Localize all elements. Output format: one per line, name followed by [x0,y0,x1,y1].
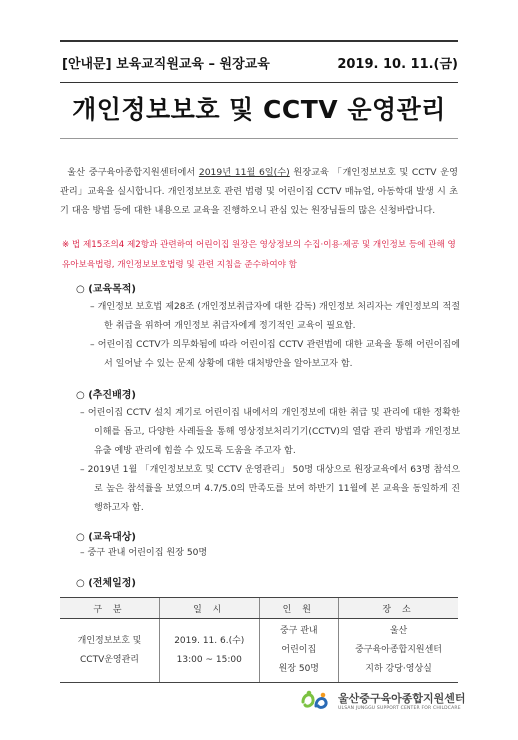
cell-line: 2019. 11. 6.(수) [174,635,245,646]
cell-line: 13:00 ~ 15:00 [176,654,242,665]
purpose-item-2: – 어린이집 CCTV가 의무화됨에 따라 어린이집 CCTV 관련법에 대한 교육을 통해 어린이집에서 일어날 수 있는 문제 상황에 대한 대처방안을 알아보고자 함. [90,340,460,369]
col-header-category: 구 분 [60,598,160,619]
intro-paragraph [60,163,458,220]
cell-line: 중구 관내 [279,626,318,636]
cell-line: 지하 강당·영상실 [365,664,432,674]
background-item-1: – 어린이집 CCTV 설치 계기로 어린이집 내에서의 개인정보에 대한 취급 및 관리에 대한 정확한 이해를 돕고, 다양한 사례들을 통해 영상정보처리기기(CCTV)의 열람 관리 방법과 개인정보 유출 예방 관리에 힘쓸 수 있도록 도움을 주고자 함. [80,408,460,456]
legal-notice: ※ 법 제15조의4 제2항과 관련하여 어린이집 원장은 영상정보의 수집·이용·제공 및 개인정보 등에 관해 영유아보육법령, 개인정보보호법령 및 관련 지침을 준수하여야 함 [62,240,456,270]
footer-text [338,690,466,711]
cell-line: 울산 [389,626,408,636]
title-rule [60,138,458,139]
section-title-purpose: ○ (교육목적) [76,284,136,295]
col-header-datetime: 일 시 [160,598,260,619]
section-title-target: ○ (교육대상) [76,532,136,543]
cell-line: 개인정보보호 및 [77,635,142,646]
col-header-location: 장 소 [339,598,458,619]
table-row [60,619,458,683]
cell-line: 중구육아종합지원센터 [355,645,443,655]
section-title-background: ○ (추진배경) [76,390,136,401]
table-header-row [60,598,458,619]
cell-attendees [259,619,339,683]
page-title: 개인정보보호 및 CCTV 운영관리 [72,95,446,124]
intro-post: 원장교육 「개인정보보호 및 CCTV 운영관리」교육을 실시합니다. 개인정보보호 관련 법령 및 어린이집 CCTV 매뉴얼, 아동학대 발생 시 초기 대응 방법 등에 대한 내용으로 교육을 진행하오니 관심 있는 원장님들의 많은 신청바랍니다. [60,167,458,216]
footer-logo [300,688,466,712]
header-date: 2019. 10. 11.(금) [337,56,458,72]
background-item-2: – 2019년 1월 「개인정보보호 및 CCTV 운영관리」 50명 대상으로 원장교육에서 63명 참석으로 높은 참석률을 보였으며 4.7/5.0의 만족도를 보여 하반기 11월에 본 교육을 동일하게 진행하고자 함. [80,465,460,513]
target-item-1: – 중구 관내 어린이집 원장 50명 [80,548,208,558]
cell-line: 원장 50명 [278,664,319,674]
center-logo-icon [300,688,332,712]
header-top-rule [60,40,458,42]
header-label: [안내문] 보육교직원교육 – 원장교육 [62,56,270,72]
col-header-attendees: 인 원 [259,598,339,619]
document-header [62,48,458,76]
cell-datetime [160,619,260,683]
schedule-table [60,597,458,683]
cell-line: CCTV운영관리 [80,654,139,665]
org-name: 울산중구육아종합지원센터 [338,691,466,705]
cell-category [60,619,160,683]
intro-pre: 울산 중구육아종합지원센터에서 [67,167,199,178]
cell-location [339,619,458,683]
purpose-item-1: – 개인정보 보호법 제28조 (개인정보취급자에 대한 감독) 개인정보 처리자는 개인정보의 적절한 취급을 위하여 개인정보 취급자에게 정기적인 교육이 필요함. [90,302,460,331]
org-eng-name: ULSAN JUNGGU SUPPORT CENTER FOR CHILDCARE [338,705,461,711]
intro-date: 2019년 11월 6일(수) [198,167,290,178]
section-title-schedule: ○ (전체일정) [76,578,136,589]
cell-line: 어린이집 [281,645,317,655]
header-bottom-rule [60,82,458,83]
